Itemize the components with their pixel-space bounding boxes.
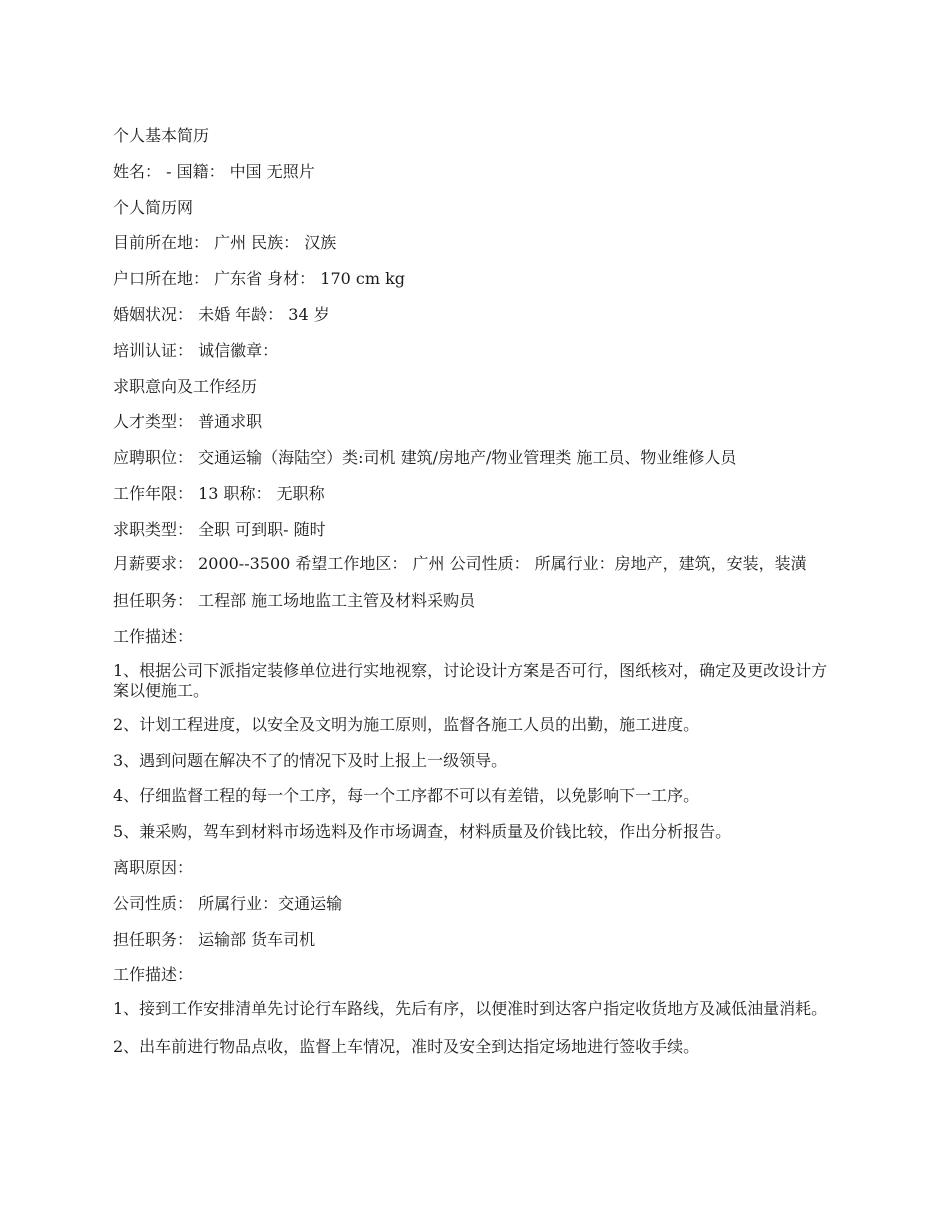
work-item-1-5: 5、兼采购，驾车到材料市场选料及作市场调查，材料质量及价钱比较，作出分析报告。 bbox=[113, 822, 732, 842]
work-item-1-3: 3、遇到问题在解决不了的情况下及时上报上一级领导。 bbox=[113, 750, 508, 770]
certification-line: 培训认证： 诚信徽章： bbox=[113, 340, 279, 360]
source-line: 个人简历网 bbox=[113, 197, 194, 217]
work-description-heading-1: 工作描述： bbox=[113, 627, 194, 647]
work-item-1-2: 2、计划工程进度，以安全及文明为施工原则，监督各施工人员的出勤，施工进度。 bbox=[113, 714, 700, 734]
work-item-1-1: 1、根据公司下派指定装修单位进行实地视察，讨论设计方案是否可行，图纸核对，确定及更改设计方案以便施工。 bbox=[113, 660, 828, 700]
hukou-height-line: 户口所在地： 广东省 身材： 170 cm kg bbox=[113, 269, 406, 289]
duty-line-2: 担任职务： 运输部 货车司机 bbox=[113, 929, 316, 949]
section-heading-job-intent: 求职意向及工作经历 bbox=[113, 376, 258, 396]
company-industry-line: 公司性质： 所属行业：交通运输 bbox=[113, 893, 343, 913]
applied-position-line: 应聘职位： 交通运输（海陆空）类:司机 建筑/房地产/物业管理类 施工员、物业维修人员 bbox=[113, 448, 737, 468]
work-item-1-4: 4、仔细监督工程的每一个工序，每一个工序都不可以有差错，以免影响下一工序。 bbox=[113, 786, 700, 806]
work-description-heading-2: 工作描述： bbox=[113, 965, 194, 985]
experience-title-line: 工作年限： 13 职称： 无职称 bbox=[113, 483, 325, 503]
doc-title: 个人基本简历 bbox=[113, 126, 210, 145]
salary-line: 月薪要求： 2000--3500 希望工作地区： 广州 公司性质： 所属行业：房地产，建筑，安装，装潢 bbox=[113, 553, 807, 573]
name-nationality-line: 姓名： - 国籍： 中国 无照片 bbox=[113, 161, 315, 181]
leave-reason-line: 离职原因： bbox=[113, 857, 194, 877]
location-ethnicity-line: 目前所在地： 广州 民族： 汉族 bbox=[113, 233, 337, 253]
resume-document bbox=[113, 124, 838, 1071]
work-item-2-1: 1、接到工作安排清单先讨论行车路线，先后有序，以便准时到达客户指定收货地方及减低油量消耗。 bbox=[113, 999, 828, 1019]
talent-type-line: 人才类型： 普通求职 bbox=[113, 412, 263, 432]
marital-age-line: 婚姻状况： 未婚 年龄： 34 岁 bbox=[113, 304, 330, 324]
work-item-2-2: 2、出车前进行物品点收，监督上车情况，准时及安全到达指定场地进行签收手续。 bbox=[113, 1036, 700, 1056]
job-type-line: 求职类型： 全职 可到职- 随时 bbox=[113, 519, 326, 539]
duty-line-1: 担任职务： 工程部 施工场地监工主管及材料采购员 bbox=[113, 591, 476, 611]
